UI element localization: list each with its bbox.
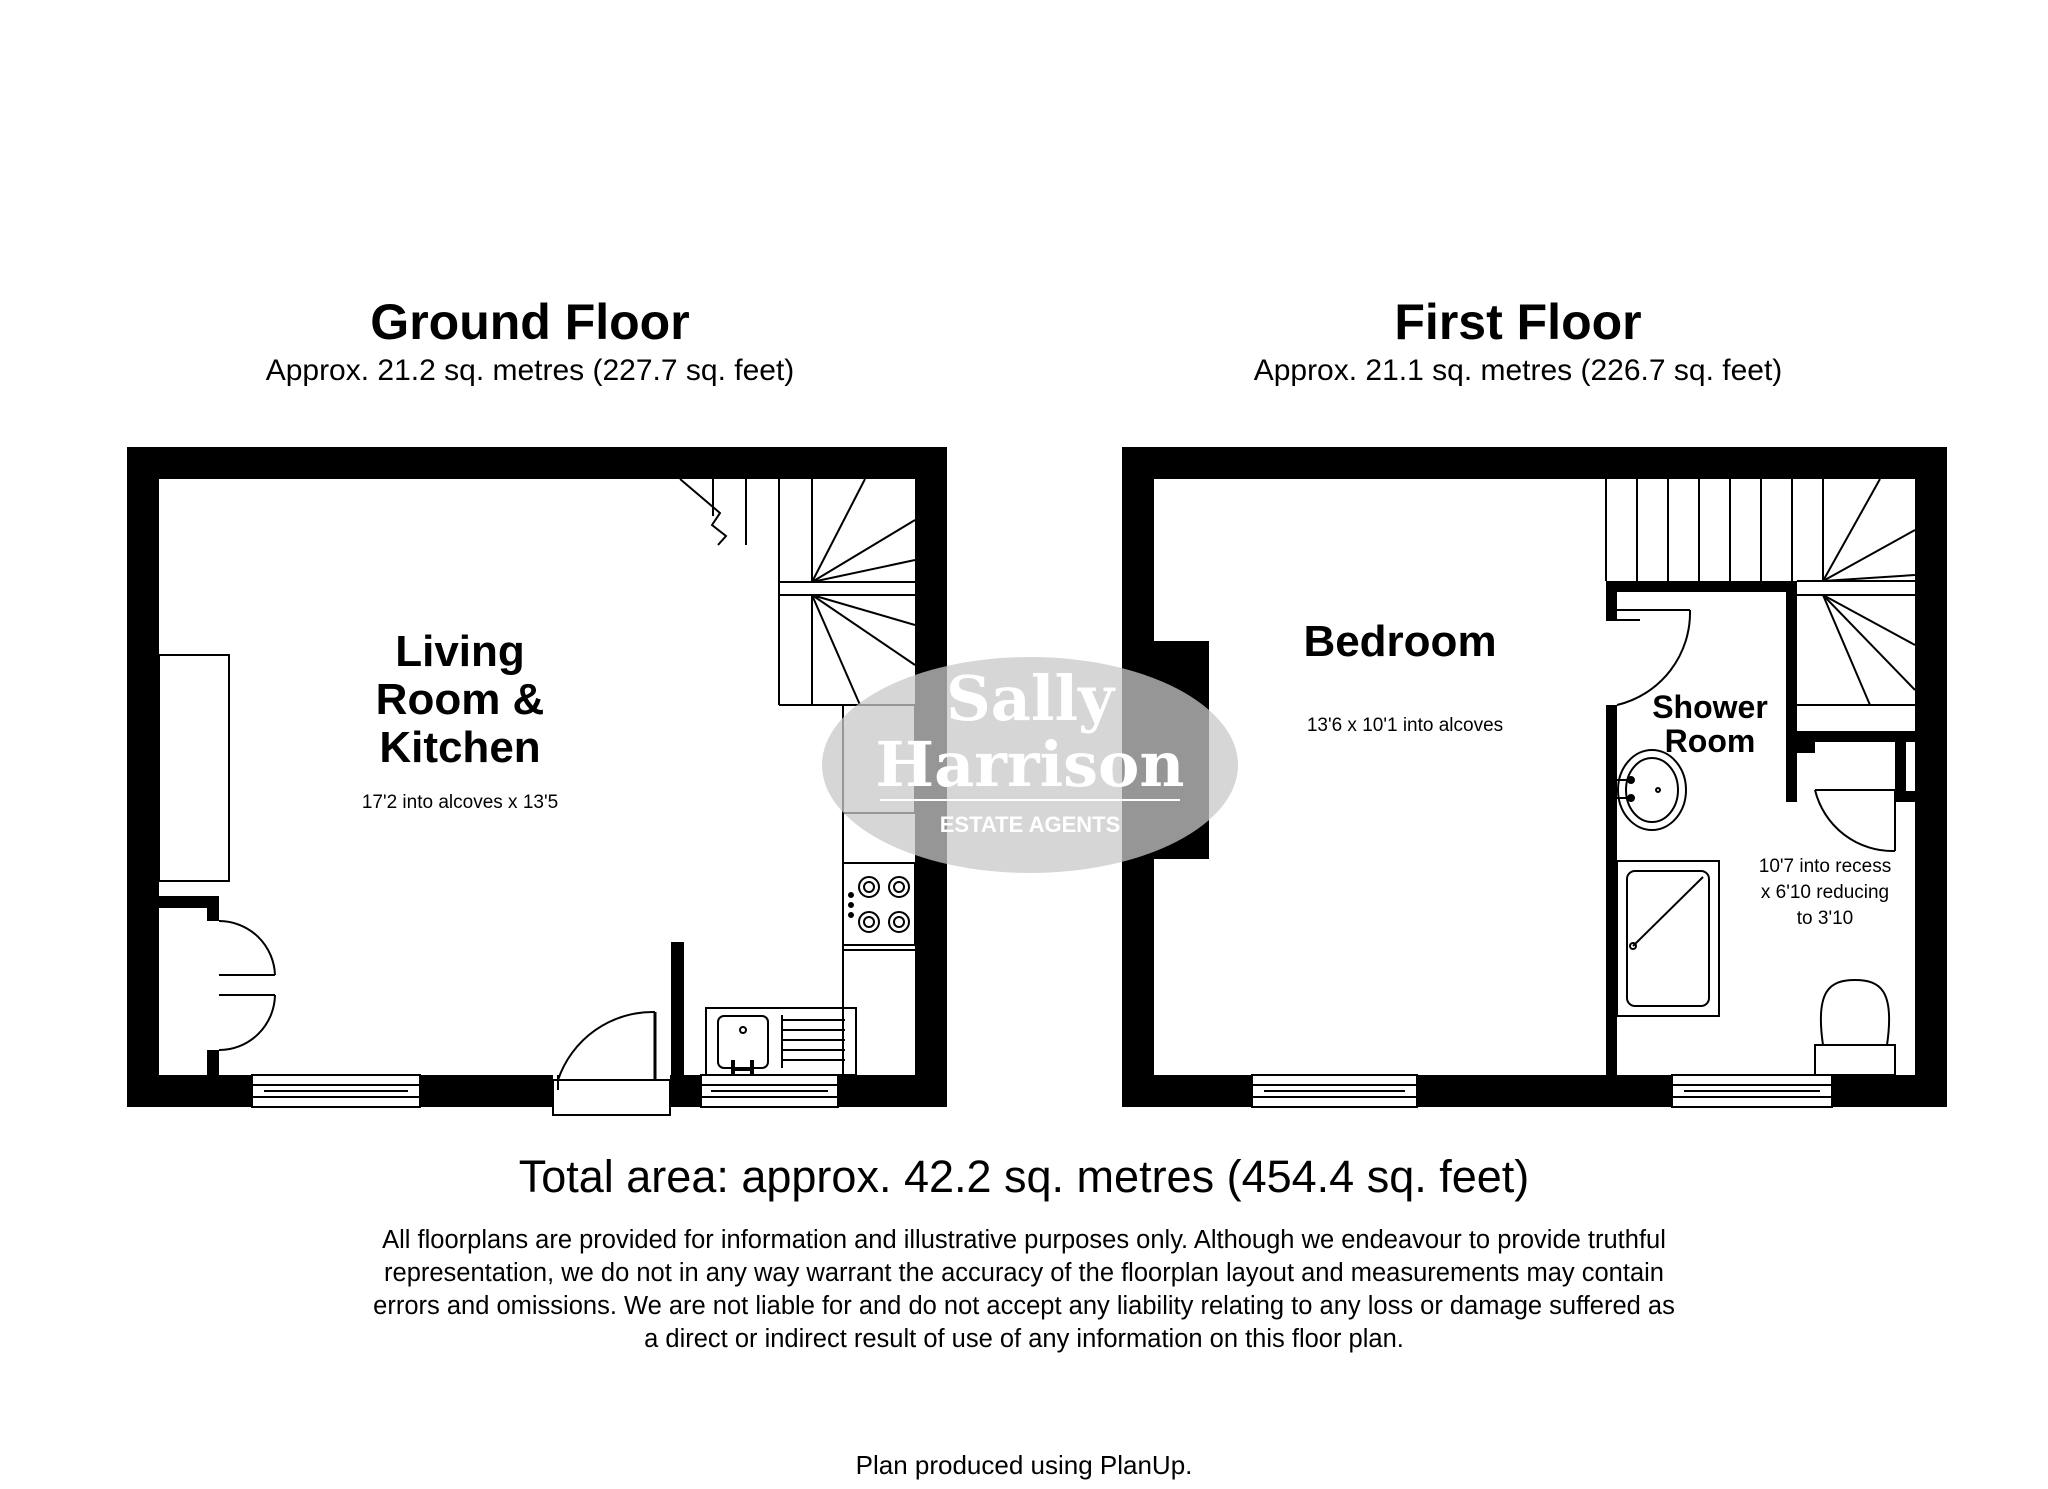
first-floor-plan xyxy=(1122,447,1947,1107)
watermark-line2: Harrison xyxy=(875,728,1185,801)
cupboard-doors xyxy=(219,921,275,1050)
watermark-line1: Sally xyxy=(945,662,1115,735)
watermark-line3: ESTATE AGENTS xyxy=(939,812,1121,837)
total-area: Total area: approx. 42.2 sq. metres (454.4 sq. feet) xyxy=(518,1151,1530,1202)
shower-room-dimensions xyxy=(1735,854,1915,932)
bedroom-dimensions: 13'6 x 10'1 into alcoves xyxy=(1306,715,1504,736)
basin xyxy=(1617,750,1686,830)
room-name-line: Room xyxy=(1664,723,1756,759)
window xyxy=(1672,1075,1832,1107)
disclaimer-text: All floorplans are provided for information and illustrative purposes only. Although we endeavour to provide truthful representation, we do not in any way warrant the accuracy of the floorplan layout and measurements may contain errors and omissions. We are not liable for and do not accept any liability relating to any loss or damage suffered as a direct or indirect result of use of any information on this floor plan. xyxy=(373,1226,1675,1353)
ground-floor-area: Approx. 21.2 sq. metres (227.7 sq. feet) xyxy=(265,354,795,387)
bedroom-name xyxy=(1260,618,1540,666)
ground-floor-title: Ground Floor xyxy=(370,294,690,350)
watermark-logo xyxy=(822,657,1238,873)
room-name-line: Room & xyxy=(375,675,545,724)
living-room-name xyxy=(340,628,580,772)
ground-floor-plan xyxy=(127,447,947,1115)
living-room-dimensions: 17'2 into alcoves x 13'5 xyxy=(361,792,559,813)
room-name-line: Shower xyxy=(1652,689,1768,725)
room-name-line: Bedroom xyxy=(1303,617,1497,666)
room-name-line: Kitchen xyxy=(379,723,541,772)
first-floor-area: Approx. 21.1 sq. metres (226.7 sq. feet) xyxy=(1253,354,1783,387)
dimension-line: to 3'10 xyxy=(1796,908,1854,929)
dimension-line: x 6'10 reducing xyxy=(1760,882,1890,903)
cupboard-door xyxy=(1815,790,1895,851)
shower-tray xyxy=(1617,861,1719,1016)
window xyxy=(1252,1075,1417,1107)
plan-credit: Plan produced using PlanUp. xyxy=(855,1450,1193,1480)
toilet xyxy=(1815,980,1895,1075)
first-floor-title: First Floor xyxy=(1394,294,1642,350)
window xyxy=(701,1075,838,1107)
dimension-line: 10'7 into recess xyxy=(1758,856,1892,877)
window xyxy=(252,1075,420,1107)
front-door xyxy=(553,1012,670,1115)
staircase xyxy=(680,479,915,705)
shower-room-name xyxy=(1620,690,1800,758)
room-name-line: Living xyxy=(395,627,525,676)
